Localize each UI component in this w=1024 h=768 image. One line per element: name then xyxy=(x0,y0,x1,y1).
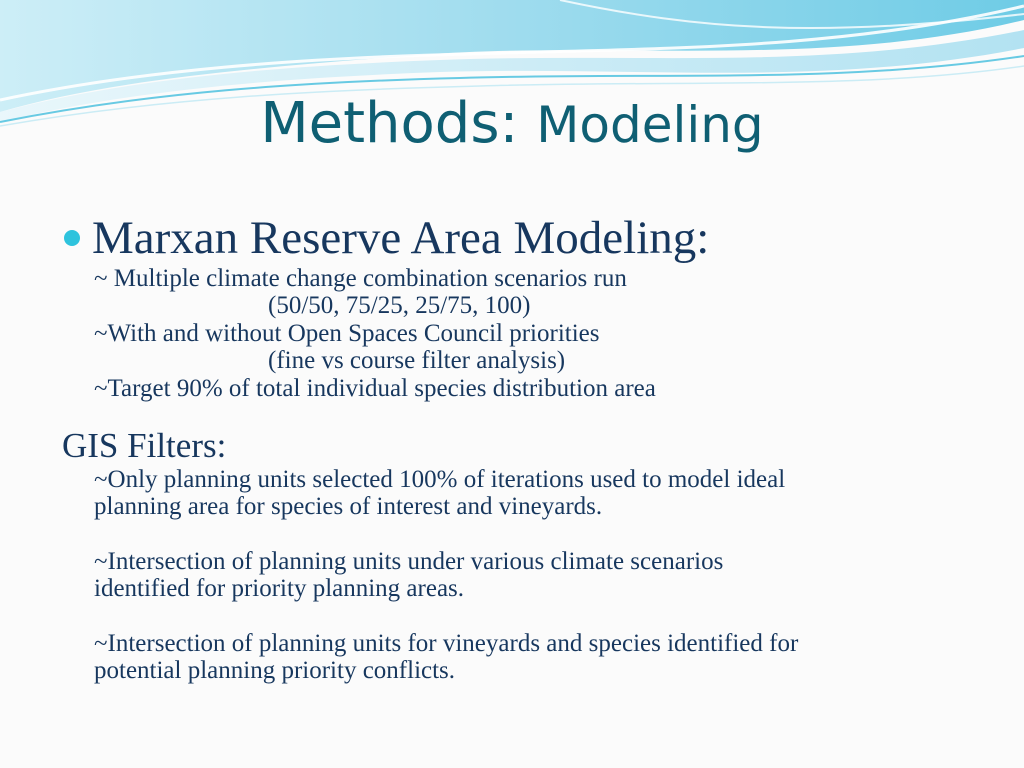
slide-title-part2: Modeling xyxy=(536,96,764,154)
marxan-line-5: ~Target 90% of total individual species distribution area xyxy=(94,375,656,402)
gis-line-5: ~Intersection of planning units for vineyards and species identified for xyxy=(94,630,799,657)
gis-line-2: planning area for species of interest and vineyards. xyxy=(94,493,603,520)
marxan-line-1: ~ Multiple climate change combination scenarios run xyxy=(94,265,627,292)
marxan-line-2: (50/50, 75/25, 25/75, 100) xyxy=(268,292,531,319)
marxan-line-3: ~With and without Open Spaces Council priorities xyxy=(94,320,600,347)
gis-line-3: ~Intersection of planning units under various climate scenarios xyxy=(94,548,724,575)
gis-line-6: potential planning priority conflicts. xyxy=(94,657,456,684)
gis-filters-heading: GIS Filters: xyxy=(62,426,227,465)
gis-line-1: ~Only planning units selected 100% of iterations used to model ideal xyxy=(94,466,786,493)
slide-title-part1: Methods: xyxy=(260,91,519,156)
bullet-icon xyxy=(64,230,80,246)
gis-line-4: identified for priority planning areas. xyxy=(94,575,465,602)
marxan-heading: Marxan Reserve Area Modeling: xyxy=(92,212,710,264)
slide-title xyxy=(0,88,1024,161)
marxan-line-4: (fine vs course filter analysis) xyxy=(268,347,566,374)
